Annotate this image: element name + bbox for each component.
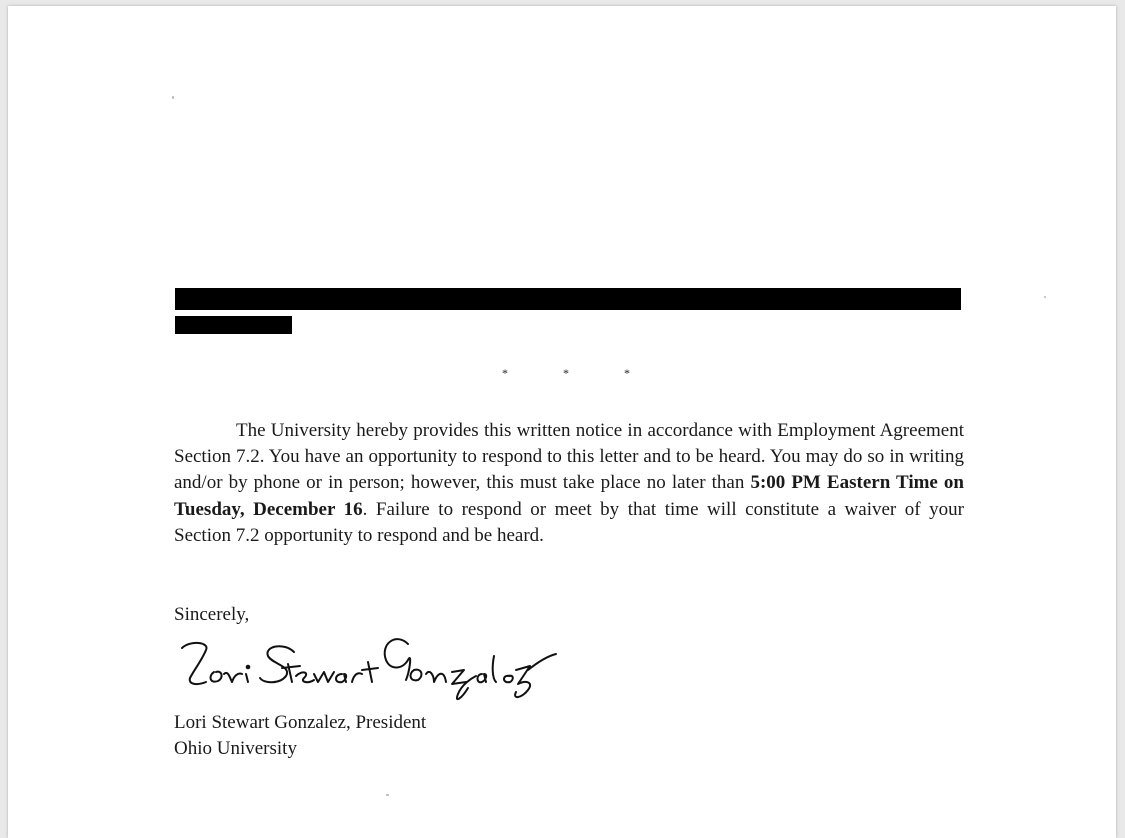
separator-star: *: [624, 366, 630, 380]
signer-name-title: Lori Stewart Gonzalez, President: [174, 712, 427, 733]
signer-organization: Ohio University: [174, 738, 297, 759]
response-deadline: 5:00 PM Eastern Time on Tuesday, December 16: [174, 472, 964, 520]
notice-paragraph: [174, 418, 964, 549]
handwritten-signature: [176, 626, 566, 706]
notice-text-part2: . Failure to respond or meet by that time will constitute a waiver of your Section 7.2 opportunity to respond and be heard.: [174, 498, 964, 546]
scan-speck: [386, 794, 389, 796]
scan-speck: [1044, 296, 1046, 298]
signer-block: [174, 710, 426, 762]
separator-star: *: [563, 366, 569, 380]
notice-text-part1: The University hereby provides this written notice in accordance with Employment Agreement Section 7.2. You have an opportunity to respond to this letter and to be heard. You may do so in writing and/or by phone or in person; however, this must take place no later than: [174, 420, 964, 494]
letter-page: [8, 6, 1116, 838]
scan-speck: [172, 96, 174, 99]
section-separator: [502, 366, 685, 381]
closing-salutation: Sincerely,: [174, 604, 250, 625]
redacted-line-1: [175, 288, 961, 310]
redacted-line-2: [175, 316, 292, 334]
separator-star: *: [502, 366, 508, 380]
